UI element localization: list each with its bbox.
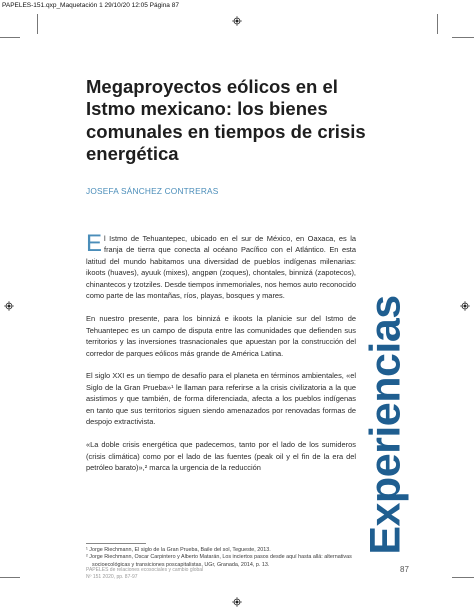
- footnote: ¹ Jorge Riechmann, El siglo de la Gran Prueba, Baile del sol, Tegueste, 2013.: [86, 547, 271, 553]
- body-paragraph: En nuestro presente, para los binnizá e ikoots la planicie sur del Istmo de Tehuantepec es un campo de disputa entre las comunidades que defienden sus territorios y las inversiones trasnacionales que apuestan por la construcción del corredor de parques eólicos más grande de América Latina.: [86, 314, 356, 358]
- section-label-text: Experiencias: [361, 295, 410, 555]
- crop-mark-top-right: [437, 14, 438, 34]
- body-paragraph: El siglo XXI es un tiempo de desafío para el planeta en términos ambientales, «el Siglo de la Gran Prueba»¹ le llaman para referirse a la crisis civilizatoria a la que asistimos y que también, de forma diferenciada, afecta a los pueblos indígenas en tanto que sus territorios siguen siendo amenazados por renovadas formas de despojo extractivista.: [86, 371, 356, 427]
- crop-mark-right-bottom: [452, 577, 474, 578]
- footnote: ² Jorge Riechmann, Oscar Carpintero y Alberto Matarán, Los inciertos pasos desde aquí hasta allá: alternativas socioecológicas y transiciones poscapitalistas, UGr, Granada, 2014, p. 13.: [86, 554, 352, 568]
- article-author: JOSEFA SÁNCHEZ CONTRERAS: [86, 186, 219, 196]
- section-label: [361, 295, 410, 555]
- crop-mark-left-bottom: [0, 577, 20, 578]
- footnotes: [86, 547, 356, 569]
- crop-mark-right-top: [452, 37, 474, 38]
- printer-slug-line: PAPELES-151.qxp_Maquetación 1 29/10/20 12:05 Página 87: [2, 2, 179, 9]
- journal-name: PAPELES de relaciones ecosociales y cambio global: [86, 567, 204, 573]
- journal-footer: [86, 567, 203, 580]
- journal-issue: Nº 151 2020, pp. 87-97: [86, 573, 138, 580]
- registration-mark-left-icon: [4, 301, 14, 311]
- crop-mark-top-left: [37, 14, 38, 34]
- article-title: Megaproyectos eólicos en el Istmo mexicano: los bienes comunales en tiempos de crisis energética: [86, 76, 366, 165]
- article-body: [86, 230, 356, 485]
- registration-mark-top-icon: [232, 16, 242, 26]
- paragraph-text: l Istmo de Tehuantepec, ubicado en el sur de México, en Oaxaca, es la franja de tierra que conecta al océano Pacífico con el Atlántico. En esta latitud del mundo habitamos una diversidad de pueblos indígenas milenarias: ikoots (huaves), ayuuk (mixes), angpøn (zoques), chontales, binnizá (zapotecos), chinantecos y tzotziles. Desde tiempos inmemoriales, nos hemos auto reconocido como parte de las montañas, ríos, playas, bosques y mares.: [86, 234, 356, 301]
- body-paragraph: [86, 230, 356, 302]
- registration-mark-bottom-icon: [232, 597, 242, 607]
- drop-cap: E: [86, 230, 103, 257]
- page-number: 87: [400, 565, 409, 574]
- footnote-divider: [86, 543, 146, 544]
- registration-mark-right-icon: [460, 301, 470, 311]
- body-paragraph: «La doble crisis energética que padecemos, tanto por el lado de los sumideros (crisis climática) como por el lado de las fuentes (peak oil y el fin de la era del petróleo barato)»,² marca la urgencia de la reducción: [86, 440, 356, 473]
- crop-mark-left-top: [0, 37, 20, 38]
